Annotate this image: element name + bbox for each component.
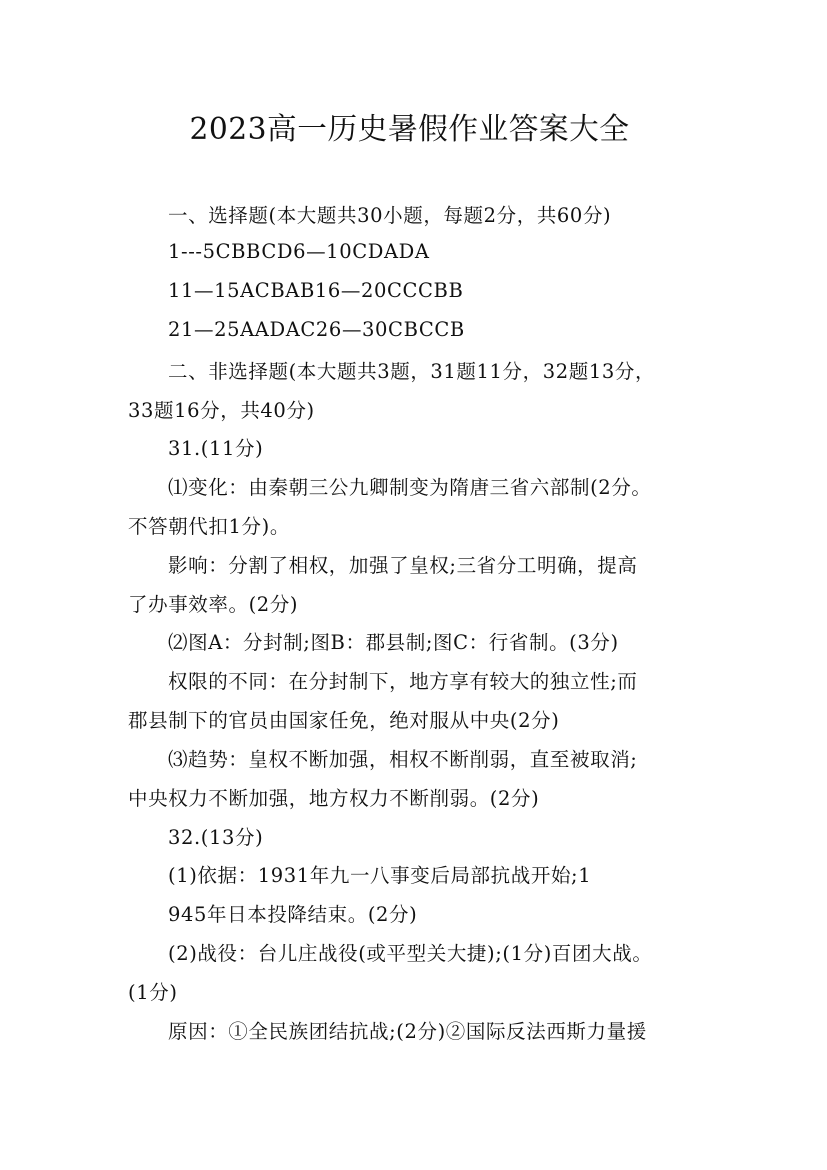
answer-line-31-2: 影响：分割了相权，加强了皇权;三省分工明确，提高: [168, 554, 638, 577]
section-heading-nonchoice-cont: 33题16分，共40分): [128, 399, 315, 422]
document-title: 2023高一历史暑假作业答案大全: [189, 112, 630, 147]
section-heading-choice: 一、选择题(本大题共30小题，每题2分，共60分): [168, 204, 612, 227]
answer-line-32-1: (1)依据：1931年九一八事变后局部抗战开始;1: [168, 864, 592, 887]
answer-line-31-2-cont: 了办事效率。(2分): [128, 593, 299, 616]
question-32-heading: 32.(13分): [168, 826, 264, 849]
answer-line-31-4-cont: 郡县制下的官员由国家任免，绝对服从中央(2分): [128, 709, 560, 732]
answer-line-2: 11—15ACBAB16—20CCCBB: [168, 279, 464, 302]
answer-line-31-5: ⑶趋势：皇权不断加强，相权不断削弱，直至被取消;: [168, 748, 638, 771]
answer-line-32-2: (2)战役：台儿庄战役(或平型关大捷);(1分)百团大战。: [168, 942, 653, 965]
answer-line-32-2-cont: (1分): [128, 981, 178, 1004]
answer-line-31-1-cont: 不答朝代扣1分)。: [128, 515, 290, 538]
answer-line-31-5-cont: 中央权力不断加强，地方权力不断削弱。(2分): [128, 787, 540, 810]
answer-line-32-1-cont: 945年日本投降结束。(2分): [168, 903, 418, 926]
answer-line-31-4: 权限的不同：在分封制下，地方享有较大的独立性;而: [168, 670, 638, 693]
answer-line-1: 1---5CBBCD6—10CDADA: [168, 240, 430, 263]
question-31-heading: 31.(11分): [168, 437, 264, 460]
answer-line-3: 21—25AADAC26—30CBCCB: [168, 318, 465, 341]
answer-line-31-1: ⑴变化：由秦朝三公九卿制变为隋唐三省六部制(2分。: [168, 476, 652, 499]
answer-line-32-3: 原因：①全民族团结抗战;(2分)②国际反法西斯力量援: [168, 1020, 647, 1043]
answer-line-31-3: ⑵图A：分封制;图B：郡县制;图C：行省制。(3分): [168, 631, 619, 654]
section-heading-nonchoice: 二、非选择题(本大题共3题，31题11分，32题13分，: [168, 360, 656, 383]
